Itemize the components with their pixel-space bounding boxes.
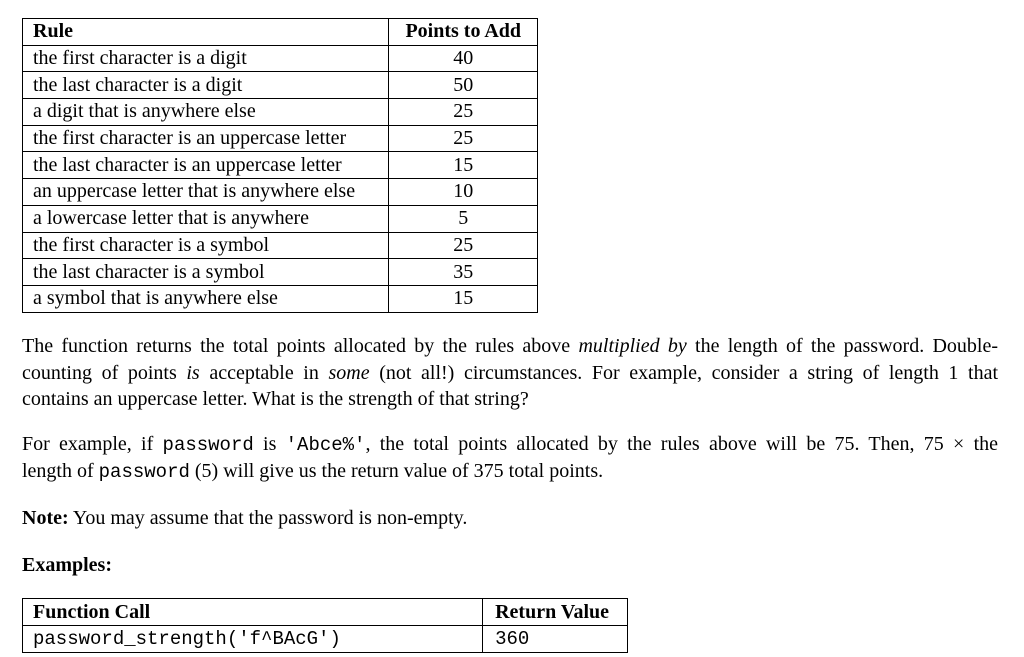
- function-call-cell: password_strength('f^BAcG'): [23, 626, 483, 653]
- example-text: (5) will give us the return value of 375 total points.: [194, 459, 604, 482]
- table-row: [23, 72, 538, 99]
- intro-text: (not all!) circumstances. For example, consider a string of length 1 that: [379, 361, 999, 384]
- examples-table: [22, 598, 628, 653]
- code-password: password: [162, 434, 254, 456]
- table-row: [23, 285, 538, 312]
- table-row: [23, 626, 628, 653]
- points-cell: 5: [389, 205, 538, 232]
- points-cell: 15: [389, 285, 538, 312]
- examples-heading: Examples:: [22, 554, 112, 576]
- example-text: , the total points allocated by the rules above will be 75. Then, 75 × the: [365, 433, 998, 455]
- example-text: is: [263, 433, 277, 455]
- rule-cell: the last character is an uppercase letter: [23, 152, 389, 179]
- return-value-cell: 360: [483, 626, 628, 653]
- rule-cell: the first character is a digit: [23, 45, 389, 72]
- rule-cell: a lowercase letter that is anywhere: [23, 205, 389, 232]
- points-cell: 35: [389, 259, 538, 286]
- examples-header-value: Return Value: [483, 599, 628, 626]
- code-sample-password: 'Abce%': [285, 434, 366, 456]
- points-cell: 25: [389, 125, 538, 152]
- intro-line-1: [22, 333, 998, 360]
- intro-text: The function returns the total points allocated by the rules above: [22, 335, 571, 357]
- note-label: Note:: [22, 507, 69, 529]
- example-text: For example, if: [22, 433, 154, 455]
- points-cell: 10: [389, 179, 538, 206]
- intro-text: the length of the password. Double-: [695, 335, 999, 357]
- rule-cell: the first character is a symbol: [23, 232, 389, 259]
- note-paragraph: [22, 505, 1000, 532]
- rule-cell: the last character is a symbol: [23, 259, 389, 286]
- table-row: [23, 232, 538, 259]
- example-paragraph: [22, 431, 1000, 484]
- rule-cell: the first character is an uppercase letter: [23, 125, 389, 152]
- table-row: [23, 152, 538, 179]
- note-text: You may assume that the password is non-empty.: [72, 507, 468, 529]
- intro-line-2: [22, 360, 998, 387]
- points-cell: 50: [389, 72, 538, 99]
- examples-header-call: Function Call: [23, 599, 483, 626]
- intro-text: counting of points: [22, 361, 177, 384]
- points-cell: 25: [389, 99, 538, 126]
- intro-text: acceptable in: [209, 361, 319, 384]
- intro-emphasis: multiplied by: [578, 335, 687, 357]
- intro-emphasis: is: [186, 361, 200, 384]
- table-row: [23, 99, 538, 126]
- examples-table-header-row: [23, 599, 628, 626]
- code-password: password: [98, 460, 190, 483]
- table-row: [23, 125, 538, 152]
- intro-paragraph: [22, 333, 1000, 413]
- intro-emphasis: some: [328, 361, 370, 384]
- table-row: [23, 205, 538, 232]
- rules-table: [22, 18, 538, 313]
- rules-header-rule: Rule: [23, 19, 389, 46]
- rules-table-header-row: [23, 19, 538, 46]
- rule-cell: an uppercase letter that is anywhere else: [23, 179, 389, 206]
- rule-cell: a digit that is anywhere else: [23, 99, 389, 126]
- example-text: length of: [22, 459, 94, 482]
- rule-cell: the last character is a digit: [23, 72, 389, 99]
- note-line: [22, 505, 1000, 532]
- example-line-1: [22, 431, 998, 458]
- rules-header-points: Points to Add: [389, 19, 538, 46]
- intro-line-3: contains an uppercase letter. What is the strength of that string?: [22, 388, 529, 410]
- points-cell: 15: [389, 152, 538, 179]
- table-row: [23, 45, 538, 72]
- table-row: [23, 259, 538, 286]
- rule-cell: a symbol that is anywhere else: [23, 285, 389, 312]
- points-cell: 25: [389, 232, 538, 259]
- table-row: [23, 179, 538, 206]
- example-line-2: [22, 458, 1000, 485]
- points-cell: 40: [389, 45, 538, 72]
